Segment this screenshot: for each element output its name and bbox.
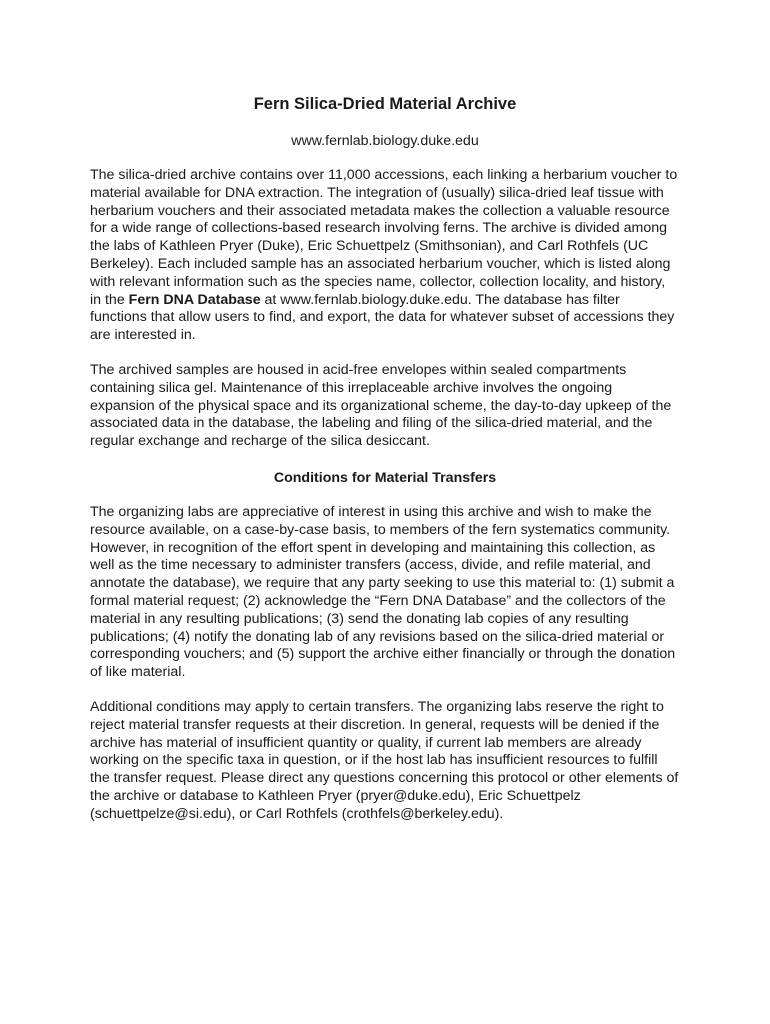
- fern-dna-database-name: Fern DNA Database: [128, 291, 261, 308]
- paragraph-additional-conditions: Additional conditions may apply to certain transfers. The organizing labs reserve the right to reject material transfer requests at their discretion. In general, requests will be denied if the archive has material of insufficient quantity or quality, if current lab members are already working on the specific taxa in question, or if the host lab has insufficient resources to fulfill the transfer request. Please direct any questions concerning this protocol or other elements of the archive or database to Kathleen Pryer (pryer@duke.edu), Eric Schuettpelz (schuettpelze@si.edu), or Carl Rothfels (crothfels@berkeley.edu).: [90, 698, 679, 822]
- website-url: www.fernlab.biology.duke.edu: [291, 133, 479, 149]
- paragraph-transfer-requirements: The organizing labs are appreciative of interest in using this archive and wish to make the resource available, on a case-by-case basis, to members of the fern systematics community. However, in recognition of the effort spent in developing and maintaining this collection, as well as the time necessary to administer transfers (access, divide, and refile material, and annotate the database), we require that any party seeking to use this material to: (1) submit a formal material request; (2) acknowledge the “Fern DNA Database” and the collectors of the material in any resulting publications; (3) send the donating lab copies of any resulting publications; (4) notify the donating lab of any revisions based on the silica-dried material or corresponding vouchers; and (5) support the archive either financially or through the donation of like material.: [90, 503, 676, 681]
- paragraph-archive-overview-text-1: The silica-dried archive contains over 11,000 accessions, each linking a herbarium voucher to material available for DNA extraction. The integration of (usually) silica-dried leaf tissue with herbarium vouchers and their associated metadata makes the collection a valuable resource for a wide range of collections-based research involving ferns. The archive is divided among the labs of Kathleen Pryer (Duke), Eric Schuettpelz (Smithsonian), and Carl Rothfels (UC Berkeley). Each included sample has an associated herbarium voucher, which is listed along with relevant information such as the species name, collector, collection locality, and history, in the: [90, 167, 678, 308]
- paragraph-archive-overview: [90, 167, 680, 345]
- section-heading-transfer-conditions: Conditions for Material Transfers: [273, 469, 497, 486]
- document-title: Fern Silica-Dried Material Archive: [253, 95, 517, 113]
- paragraph-archive-overview-text-2: at www.fernlab.biology.duke.edu. The database has filter functions that allow users to find, and export, the data for whatever subset of accessions they are interested in.: [90, 291, 675, 344]
- document-page: [90, 93, 680, 824]
- paragraph-archive-storage: The archived samples are housed in acid-free envelopes within sealed compartments containing silica gel. Maintenance of this irreplaceable archive involves the ongoing expansion of the physical space and its organizational scheme, the day-to-day upkeep of the associated data in the database, the labeling and filing of the silica-dried material, and the regular exchange and recharge of the silica desiccant.: [90, 361, 672, 450]
